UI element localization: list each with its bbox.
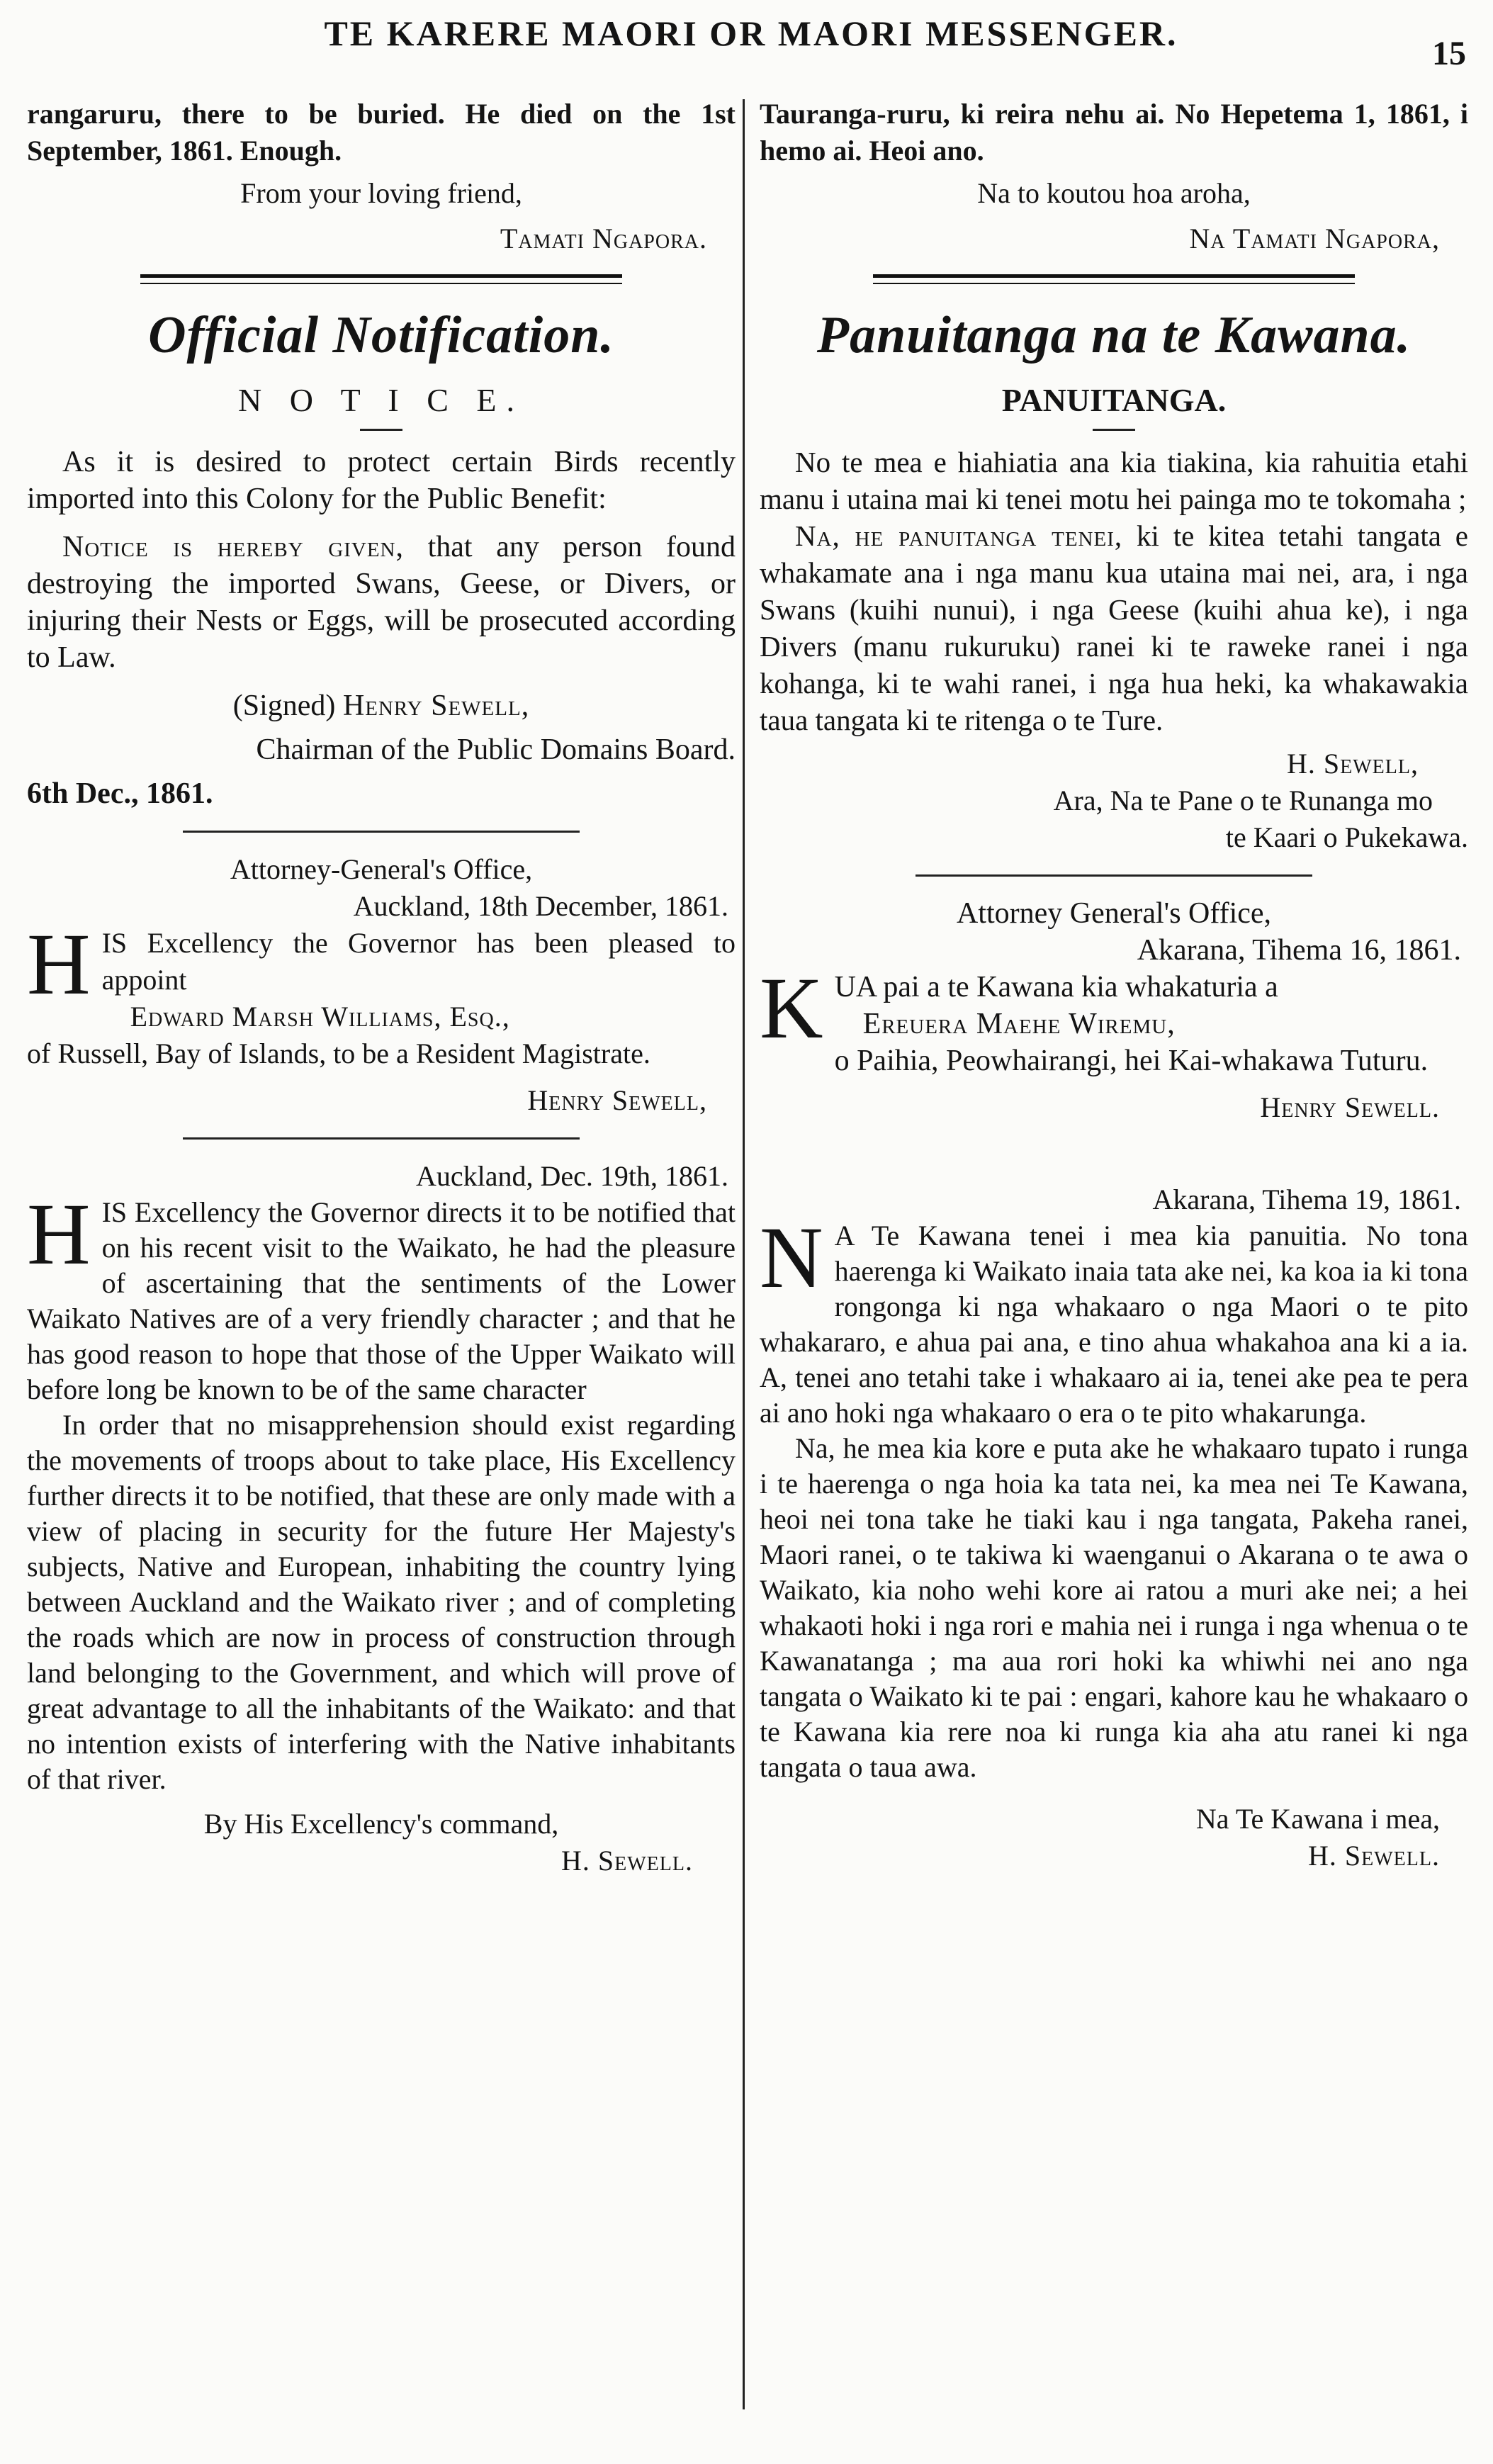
waikato-paragraph [27, 1186, 736, 1407]
column-divider [743, 99, 745, 2409]
section-rule [183, 1137, 580, 1140]
notice-paragraph [27, 529, 736, 676]
section-rule [873, 274, 1355, 284]
notice-position: Chairman of the Public Domains Board. [256, 733, 736, 766]
drop-cap: N [760, 1209, 823, 1306]
page-number: 15 [1432, 35, 1466, 72]
notice-position: Ara, Na te Pane o te Runanga mo [1053, 784, 1433, 816]
drop-cap: H [27, 1186, 91, 1283]
place-date: Auckland, 18th December, 1861. [353, 890, 728, 922]
notice-signed [27, 687, 736, 724]
letter-ending: rangaruru, there to be buried. He died on the 1st September, 1861. Enough. [27, 98, 736, 167]
notice-paragraph: No te mea e hiahiatia ana kia tiakina, kia rahuitia etahi manu i utaina mai ki tenei motu hei painga mo te tokomaha ; [760, 446, 1468, 515]
command-line: By His Excellency's command, [203, 1808, 559, 1840]
waikato-paragraph: In order that no misapprehension should exist regarding the movements of troops about to take place, His Excellency further directs it to be notified, that these are only made with a view of placing in security for the future Her Majesty's subjects, Native and European, inhabiting the country lying between Auckland and the Waikato river ; and of completing the roads which are now in process of construction through land belonging to the Government, and which will prove of great advantage to all the inhabitants of the Waikato: and that no intention exists of interfering with the Native inhabitants of that river. [27, 1409, 736, 1795]
office-line: Attorney-General's Office, [230, 853, 533, 885]
newspaper-masthead: TE KARERE MAORI OR MAORI MESSENGER. [324, 13, 1178, 53]
notice-heading: PANUITANGA. [1001, 382, 1227, 418]
signed-label: (Signed) [232, 690, 336, 722]
appointment-paragraph [27, 916, 736, 1072]
section-rule [915, 874, 1312, 877]
letter-closing: From your loving friend, [240, 177, 522, 209]
section-rule [140, 274, 622, 284]
appointee-name: Ereuera Maehe Wiremu, [862, 1008, 1176, 1040]
short-rule [360, 429, 402, 431]
english-column [27, 96, 736, 1879]
letter-ending: Tauranga-ruru, ki reira nehu ai. No Hepetema 1, 1861, i hemo ai. Heoi ano. [760, 98, 1468, 167]
notice-signature: H. Sewell, [1287, 748, 1419, 780]
appointment-paragraph [760, 960, 1468, 1079]
appointment-signature: Henry Sewell. [1260, 1091, 1440, 1123]
notice-position: te Kaari o Pukekawa. [1225, 821, 1468, 853]
signed-name: Henry Sewell, [342, 690, 530, 722]
section-title: Official Notification. [148, 306, 614, 364]
drop-cap: H [27, 916, 91, 1013]
waikato-text: IS Excellency the Governor directs it to be notified that on his recent visit to the Waikato, he had the pleasure of ascertaining that the sentiments of the Lower Waikato Natives are of a very friendly character ; and that he has good reason to hope that those of the Upper Waikato will before long be known to be of the same character [27, 1196, 736, 1405]
maori-column [760, 96, 1468, 1874]
place-date: Akarana, Tihema 16, 1861. [1137, 934, 1461, 967]
appointment-text: o Paihia, Peowhairangi, hei Kai-whakawa Tuturu. [834, 1045, 1429, 1077]
place-date: Akarana, Tihema 19, 1861. [1152, 1183, 1461, 1215]
notice-paragraph [760, 517, 1468, 738]
page-header [0, 6, 1493, 72]
waikato-text: A Te Kawana tenei i mea kia panuitia. No tona haerenga ki Waikato inaia tata ake nei, ka koa ia ki tona rongonga ki nga whakaaro o nga Maori o te pito whakararo, e ahua pai ana, e tino ahua whakahoa ana ki a ia. A, tenei ano tetahi take i whakaaro ai ia, tenei ake pea te pera ai ano hoki nga whakaaro o era o te pito whakarunga. [760, 1220, 1468, 1429]
command-signature: H. Sewell. [1308, 1840, 1440, 1872]
notice-paragraph: As it is desired to protect certain Birds recently imported into this Colony for the Public Benefit: [27, 446, 736, 515]
notice-date: 6th Dec., 1861. [27, 777, 213, 810]
notice-text: that any person found destroying the imported Swans, Geese, or Divers, or injuring their Nests or Eggs, will be prosecuted according to Law. [27, 531, 736, 674]
notice-lead: Notice is hereby given, [62, 531, 404, 563]
letter-signature: Na Tamati Ngapora, [1189, 223, 1440, 254]
office-line: Attorney General's Office, [956, 897, 1272, 930]
place-date: Auckland, Dec. 19th, 1861. [415, 1160, 728, 1192]
notice-lead: Na, he panuitanga tenei, [795, 519, 1123, 552]
waikato-paragraph [760, 1209, 1468, 1431]
letter-signature: Tamati Ngapora. [500, 223, 707, 254]
notice-heading: N O T I C E. [238, 382, 524, 418]
letter-closing: Na to koutou hoa aroha, [977, 177, 1251, 209]
appointment-signature: Henry Sewell, [527, 1084, 707, 1116]
appointment-text: UA pai a te Kawana kia whakaturia a [834, 971, 1278, 1003]
drop-cap: K [760, 960, 823, 1057]
short-rule [1093, 429, 1135, 431]
command-signature: H. Sewell. [561, 1845, 693, 1877]
section-rule [183, 831, 580, 833]
appointment-text: IS Excellency the Governor has been pleased to appoint [101, 927, 736, 996]
appointment-text: of Russell, Bay of Islands, to be a Resident Magistrate. [27, 1037, 650, 1069]
notice-text: ki te kitea tetahi tangata e whakamate ana i nga manu kua utaina mai nei, ara, i nga Swans (kuihi nunui), i nga Geese (kuihi ahua ke), i nga Divers (manu rukuruku) ranei ki te raweke ranei i nga kohanga, ki te wahi ranei, i nga hua heki, ka whakawakia taua tangata ki te ritenga o te Ture. [760, 519, 1468, 736]
waikato-paragraph: Na, he mea kia kore e puta ake he whakaaro tupato i runga i te haerenga o nga hoia ka tata nei, ka mea nei Te Kawana, heoi nei tona take he tiaki kau i nga tangata, Pakeha ranei, Maori ranei, o te takiwa ki waenganui o Akarana o te awa o Waikato, kia noho wehi kore ai ratou a muri ake nei; a hei whakaoti hoki i nga rori e mahia nei i runga i nga whenua o te Kawanatanga ; ma aua rori hoki ka whiwhi nei ano nga tangata o Waikato ki te pai : engari, kahore kau he whakaaro o te Kawana kia rere noa ki runga kia aha atu ranei ki nga tangata o taua awa. [760, 1432, 1468, 1783]
section-title: Panuitanga na te Kawana. [816, 306, 1412, 364]
appointee-name: Edward Marsh Williams, Esq., [130, 1001, 510, 1033]
command-line: Na Te Kawana i mea, [1195, 1803, 1440, 1835]
